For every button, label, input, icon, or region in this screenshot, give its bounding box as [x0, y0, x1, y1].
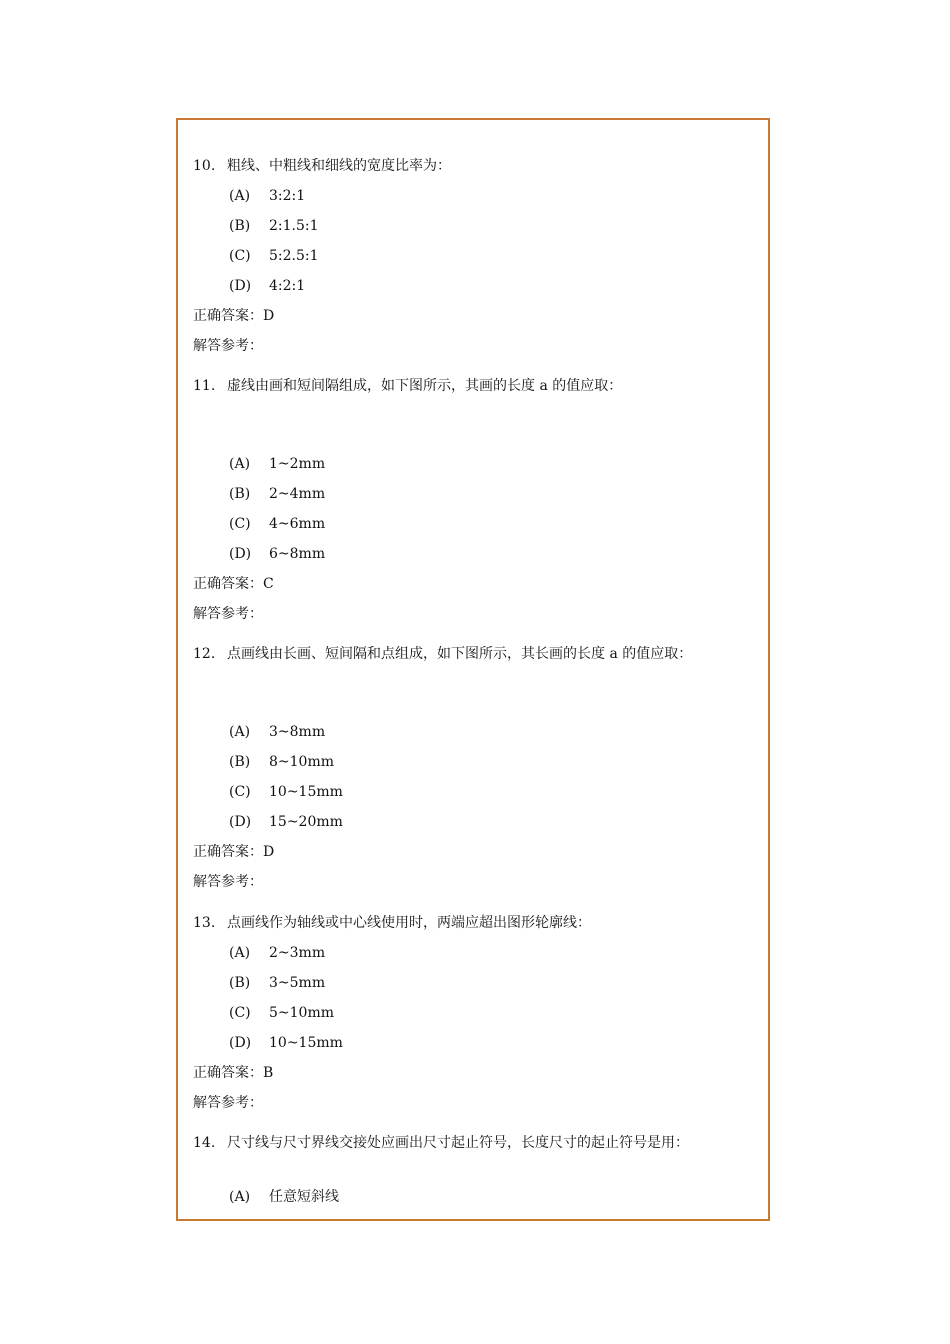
option-12-b: (B) 8~10mm — [229, 754, 335, 770]
question-12-stem — [193, 645, 692, 663]
question-14-stem — [193, 1130, 753, 1156]
question-text: 点画线由长画、短间隔和点组成，如下图所示，其长画的长度 a 的值应取： — [227, 646, 693, 662]
option-10-b: (B) 2:1.5:1 — [229, 218, 319, 234]
option-14-a: (A) 任意短斜线 — [229, 1189, 339, 1205]
question-13-stem — [193, 914, 591, 932]
option-11-c: (C) 4~6mm — [229, 516, 326, 532]
question-number: 12. — [193, 646, 216, 662]
question-text: 点画线作为轴线或中心线使用时，两端应超出图形轮廓线： — [227, 915, 591, 931]
question-number: 11. — [193, 378, 216, 394]
option-12-a: (A) 3~8mm — [229, 724, 326, 740]
option-11-b: (B) 2~4mm — [229, 486, 326, 502]
answer-13: 正确答案：B — [193, 1065, 274, 1081]
question-text: 粗线、中粗线和细线的宽度比率为： — [227, 158, 451, 174]
question-text: 尺寸线与尺寸界线交接处应画出尺寸起止符号，长度尺寸的起止符号是用： — [227, 1135, 689, 1151]
question-panel — [176, 118, 770, 1221]
option-13-c: (C) 5~10mm — [229, 1005, 335, 1021]
answer-12: 正确答案：D — [193, 844, 275, 860]
option-10-a: (A) 3:2:1 — [229, 188, 306, 204]
option-11-a: (A) 1~2mm — [229, 456, 326, 472]
reference-13: 解答参考： — [193, 1095, 263, 1111]
reference-10: 解答参考： — [193, 338, 263, 354]
option-10-d: (D) 4:2:1 — [229, 278, 306, 294]
option-13-d: (D) 10~15mm — [229, 1035, 343, 1051]
reference-11: 解答参考： — [193, 606, 263, 622]
question-10-stem — [193, 157, 451, 175]
answer-11: 正确答案：C — [193, 576, 274, 592]
option-12-d: (D) 15~20mm — [229, 814, 343, 830]
option-11-d: (D) 6~8mm — [229, 546, 326, 562]
question-text: 虚线由画和短间隔组成，如下图所示，其画的长度 a 的值应取： — [227, 378, 623, 394]
question-number: 13. — [193, 915, 216, 931]
option-12-c: (C) 10~15mm — [229, 784, 343, 800]
option-13-a: (A) 2~3mm — [229, 945, 326, 961]
question-11-stem — [193, 377, 622, 395]
option-10-c: (C) 5:2.5:1 — [229, 248, 319, 264]
option-13-b: (B) 3~5mm — [229, 975, 326, 991]
answer-10: 正确答案：D — [193, 308, 275, 324]
reference-12: 解答参考： — [193, 874, 263, 890]
question-number: 10. — [193, 158, 216, 174]
question-number: 14. — [193, 1135, 216, 1151]
